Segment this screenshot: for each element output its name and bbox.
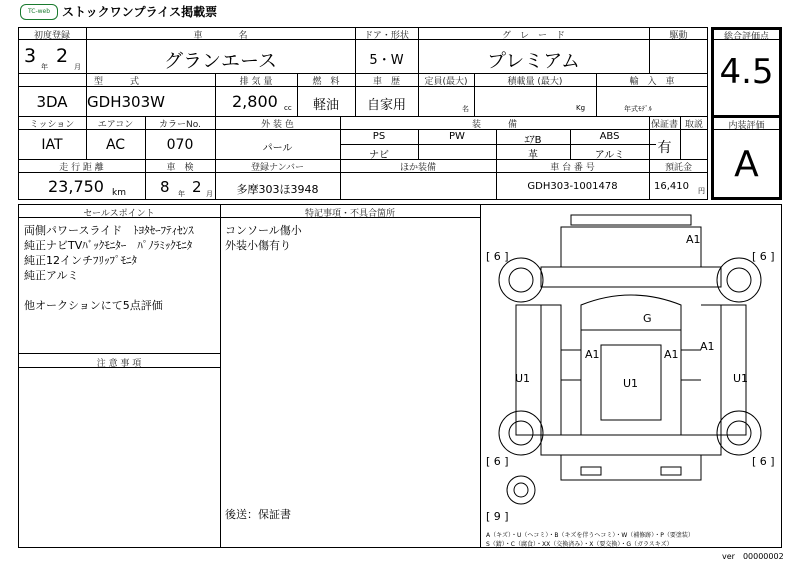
diagram-wheel-rear-right: [717, 411, 761, 455]
inspection-year: 8: [160, 178, 170, 196]
header-deposit: 預託金: [664, 163, 692, 173]
inspection-year-unit: 年: [178, 190, 185, 198]
mileage: 23,750: [48, 177, 104, 196]
year-unit: 年: [41, 63, 48, 71]
diagram-rear-body: [541, 435, 721, 455]
diagram-wheel-front-right: [717, 258, 761, 302]
capacity-unit: 名: [462, 105, 469, 113]
load-unit: Kg: [576, 104, 586, 112]
damage-code: A1: [700, 340, 715, 353]
header-interior-rating: 内装評価: [728, 121, 765, 131]
header-door-shape: ドア・形状: [364, 31, 409, 41]
header-fuel: 燃 料: [312, 77, 340, 87]
header-mission: ミッション: [29, 120, 75, 130]
model-prefix: 3DA: [36, 93, 68, 111]
document-title: ストックワンプライス掲載票: [62, 5, 218, 19]
header-mileage: 走 行 距 離: [59, 163, 104, 173]
inspection-month-unit: 月: [206, 190, 213, 198]
car-name: グランエース: [163, 50, 278, 72]
equip-ps: PS: [372, 131, 386, 142]
diagram-windshield: [581, 295, 681, 330]
sales-point-line: 両側パワースライド ﾄﾖﾀｾｰﾌﾃｨｾﾝｽ: [24, 224, 194, 237]
inspection-month: 2: [192, 178, 202, 196]
spare-tire-label: [ 9 ]: [486, 510, 509, 523]
header-exterior-color: 外 装 色: [261, 120, 294, 130]
month-unit: 月: [74, 63, 81, 71]
header-grade: グ レ ー ド: [501, 31, 565, 41]
equip-leather: 革: [528, 150, 538, 161]
fuel: 軽油: [312, 98, 339, 113]
header-capacity: 定員(最大): [424, 77, 468, 87]
diagram-hood: [561, 227, 701, 267]
legend-line-1: A（キズ）・U（ヘコミ）・B（キズを伴うヘコミ）・W（補修跡）・P（要塗装）: [486, 532, 694, 539]
diagram-front-bumper: [571, 215, 691, 225]
special-note-line: コンソール傷小: [225, 224, 302, 237]
version-label: ver 00000002: [722, 552, 784, 561]
damage-code: A1: [585, 348, 600, 361]
header-model: 型 式: [93, 77, 139, 87]
interior-rating: A: [734, 144, 759, 185]
header-warranty: 保証書: [650, 120, 678, 130]
mission: IAT: [41, 137, 63, 153]
diagram-spare-tire: [507, 476, 535, 504]
damage-code: U1: [515, 372, 531, 385]
displacement-unit: cc: [284, 104, 292, 112]
sales-points-header: セールスポイント: [83, 209, 155, 219]
model-year-unit: 年式ﾓﾃﾞﾙ: [624, 105, 652, 113]
damage-code: U1: [733, 372, 749, 385]
special-note-line: 外装小傷有り: [225, 239, 291, 252]
notes-header: 注 意 事 項: [96, 359, 142, 369]
legend-line-2: S（錆）・C（腐食）・XX（交換済み）・X（要交換）・G（ガラスキズ）: [486, 541, 673, 548]
sales-point-line: 純正ナビTVﾊﾞｯｸﾓﾆﾀｰ ﾊﾟﾉﾗﾐｯｸﾓﾆﾀ: [24, 239, 193, 252]
air-conditioner: AC: [105, 137, 126, 153]
diagram-top-body: [541, 267, 721, 287]
tire-label-front-left: [ 6 ]: [486, 250, 509, 263]
special-notes-header: 特記事項・不具合箇所: [304, 209, 395, 219]
equip-alumi: アルミ: [594, 150, 625, 161]
sales-point-line: 他オークションにて5点評価: [24, 299, 163, 312]
logo: TC-web: [20, 4, 58, 20]
header-displacement: 排 気 量: [239, 77, 273, 87]
damage-code: G: [643, 312, 652, 325]
header-car-name: 車 名: [193, 31, 248, 41]
header-ac: エアコン: [97, 120, 134, 130]
header-inspection: 車 検: [166, 163, 194, 173]
exterior-color: パール: [262, 143, 293, 154]
header-drive: 駆動: [669, 31, 688, 41]
tire-label-front-right: [ 6 ]: [752, 250, 775, 263]
sales-point-line: 純正アルミ: [24, 269, 79, 282]
diagram-wheel-front-left: [499, 258, 543, 302]
equip-airbag: ｴｱB: [524, 135, 542, 146]
chassis-number: GDH303-1001478: [527, 181, 618, 192]
header-chassis: 車 台 番 号: [550, 163, 595, 173]
displacement: 2,800: [232, 92, 278, 111]
equip-abs: ABS: [599, 131, 620, 142]
header-import: 輸 入 車: [629, 77, 675, 87]
door-shape: 5・W: [369, 53, 404, 68]
deposit: 16,410: [654, 181, 689, 192]
warranty: 有: [657, 140, 672, 156]
header-plate: 登録ナンバー: [251, 163, 304, 173]
sales-point-line: 純正12インチﾌﾘｯﾌﾟﾓﾆﾀ: [24, 254, 137, 267]
header-history: 車 歴: [372, 77, 400, 87]
registration-plate: 多摩303ほ3948: [236, 183, 319, 196]
equip-navi: ナビ: [369, 150, 389, 161]
registration-year: 3: [24, 45, 37, 67]
damage-code: U1: [623, 377, 639, 390]
mileage-unit: km: [112, 188, 126, 198]
header-first-registration: 初度登録: [33, 31, 70, 41]
registration-month: 2: [56, 45, 69, 67]
diagram-right-side: [721, 305, 749, 435]
header-manual: 取説: [684, 120, 703, 130]
damage-code: A1: [686, 233, 701, 246]
deposit-unit: 円: [698, 187, 705, 195]
history: 自家用: [366, 98, 406, 113]
header-equipment: 装 備: [471, 120, 517, 130]
color-number: 070: [166, 137, 194, 153]
tire-label-rear-right: [ 6 ]: [752, 455, 775, 468]
overall-rating: 4.5: [719, 52, 774, 92]
tire-label-rear-left: [ 6 ]: [486, 455, 509, 468]
diagram-wheel-rear-left: [499, 411, 543, 455]
equip-pw: PW: [449, 131, 465, 142]
header-load: 積載量 (最大): [507, 77, 563, 87]
model-code: GDH303W: [87, 93, 165, 111]
header-other-equipment: ほか装備: [399, 163, 436, 173]
special-notes-footer: 後送：保証書: [225, 508, 291, 521]
header-color-no: カラーNo.: [159, 120, 201, 130]
diagram-left-side: [516, 305, 541, 435]
header-overall-rating: 総合評価点: [723, 32, 769, 42]
damage-code: A1: [664, 348, 679, 361]
grade: プレミアム: [487, 50, 580, 72]
